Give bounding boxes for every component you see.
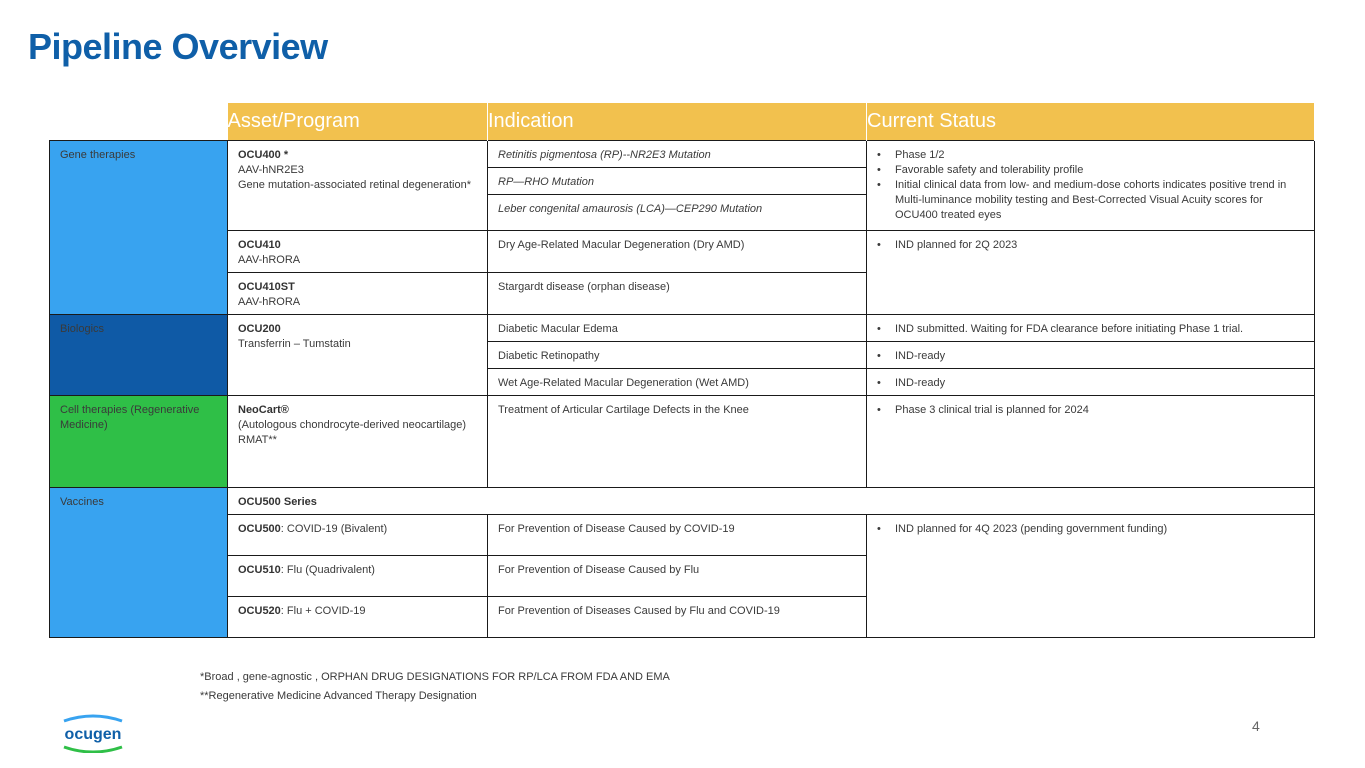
indication-cell: Diabetic Macular Edema [488, 315, 867, 342]
indication-cell: Retinitis pigmentosa (RP)--NR2E3 Mutation [488, 141, 867, 168]
asset-detail: : Flu (Quadrivalent) [280, 564, 375, 576]
asset-cell-neocart [228, 396, 488, 488]
asset-cell-ocu200 [228, 315, 488, 396]
indication-cell: For Prevention of Diseases Caused by Flu and COVID-19 [488, 597, 867, 638]
status-cell [867, 396, 1315, 488]
table-row [50, 515, 1315, 556]
indication-cell: Dry Age-Related Macular Degeneration (Dry AMD) [488, 231, 867, 273]
asset-name: OCU500 Series [238, 496, 317, 508]
asset-name: OCU410 [238, 239, 281, 251]
asset-cell-ocu520 [228, 597, 488, 638]
status-cell [867, 369, 1315, 396]
pipeline-table [49, 103, 1315, 638]
status-bullet: • IND planned for 2Q 2023 [877, 238, 1304, 253]
asset-detail: AAV-hRORA [238, 296, 301, 308]
asset-detail: (Autologous chondrocyte-derived neocartilage) RMAT** [238, 419, 467, 446]
asset-name: NeoCart® [238, 404, 289, 416]
indication-cell: Leber congenital amaurosis (LCA)—CEP290 Mutation [488, 195, 867, 231]
footnote-2: **Regenerative Medicine Advanced Therapy Designation [200, 690, 477, 702]
logo-text: ocugen [64, 726, 122, 743]
category-cell-therapies: Cell therapies (Regenerative Medicine) [50, 396, 228, 488]
asset-detail: Gene mutation-associated retinal degeneration* [238, 179, 471, 191]
footnote-1: *Broad , gene-agnostic , ORPHAN DRUG DESIGNATIONS FOR RP/LCA FROM FDA AND EMA [200, 671, 670, 683]
asset-detail: AAV-hRORA [238, 254, 301, 266]
header-row [50, 103, 1315, 141]
asset-cell-ocu400 [228, 141, 488, 231]
ocugen-logo [58, 713, 128, 753]
asset-name: OCU520 [238, 605, 281, 617]
status-bullet: • Phase 1/2 [877, 148, 1304, 163]
header-blank [50, 103, 228, 141]
asset-name: OCU200 [238, 323, 281, 335]
category-biologics: Biologics [50, 315, 228, 396]
indication-cell: Stargardt disease (orphan disease) [488, 273, 867, 315]
asset-name: OCU510 [238, 564, 281, 576]
status-bullet: • IND submitted. Waiting for FDA clearance before initiating Phase 1 trial. [877, 322, 1304, 337]
status-cell [867, 515, 1315, 638]
header-indication: Indication [488, 103, 867, 141]
status-cell [867, 342, 1315, 369]
table-row [50, 141, 1315, 168]
status-bullet: • Favorable safety and tolerability profile [877, 163, 1304, 178]
status-bullet: • IND-ready [877, 376, 1304, 391]
asset-name: OCU500 [238, 523, 281, 535]
status-bullet: • IND planned for 4Q 2023 (pending government funding) [877, 522, 1304, 537]
indication-cell: For Prevention of Disease Caused by Flu [488, 556, 867, 597]
table-row [50, 396, 1315, 488]
table-row [50, 488, 1315, 515]
table-row [50, 231, 1315, 273]
indication-cell: Treatment of Articular Cartilage Defects in the Knee [488, 396, 867, 488]
header-status: Current Status [867, 103, 1315, 141]
asset-cell-ocu410 [228, 231, 488, 273]
indication-cell: RP—RHO Mutation [488, 168, 867, 195]
asset-cell-ocu510 [228, 556, 488, 597]
status-bullet: • Initial clinical data from low- and medium-dose cohorts indicates positive trend in Multi-luminance mobility testing and Best-Corrected Visual Acuity scores for OCU400 treated eyes [877, 178, 1304, 223]
page-number: 4 [1252, 718, 1260, 734]
asset-cell-ocu500 [228, 515, 488, 556]
category-gene-therapies: Gene therapies [50, 141, 228, 315]
page-title: Pipeline Overview [28, 26, 328, 67]
status-cell [867, 231, 1315, 315]
asset-detail: : Flu + COVID-19 [280, 605, 366, 617]
logo-arc-top [64, 716, 122, 721]
asset-detail: Transferrin – Tumstatin [238, 338, 351, 350]
asset-cell-ocu410st [228, 273, 488, 315]
series-cell [228, 488, 1315, 515]
logo-arc-bottom [64, 747, 122, 752]
header-asset: Asset/Program [228, 103, 488, 141]
status-cell [867, 315, 1315, 342]
asset-name: OCU410ST [238, 281, 295, 293]
indication-cell: Wet Age-Related Macular Degeneration (Wet AMD) [488, 369, 867, 396]
status-bullet: • IND-ready [877, 349, 1304, 364]
indication-cell: For Prevention of Disease Caused by COVID-19 [488, 515, 867, 556]
table-row [50, 315, 1315, 342]
asset-detail: AAV-hNR2E3 [238, 164, 304, 176]
indication-cell: Diabetic Retinopathy [488, 342, 867, 369]
category-vaccines: Vaccines [50, 488, 228, 638]
status-cell [867, 141, 1315, 231]
asset-detail: : COVID-19 (Bivalent) [280, 523, 388, 535]
status-bullet: • Phase 3 clinical trial is planned for 2024 [877, 403, 1304, 418]
asset-name: OCU400 * [238, 149, 289, 161]
